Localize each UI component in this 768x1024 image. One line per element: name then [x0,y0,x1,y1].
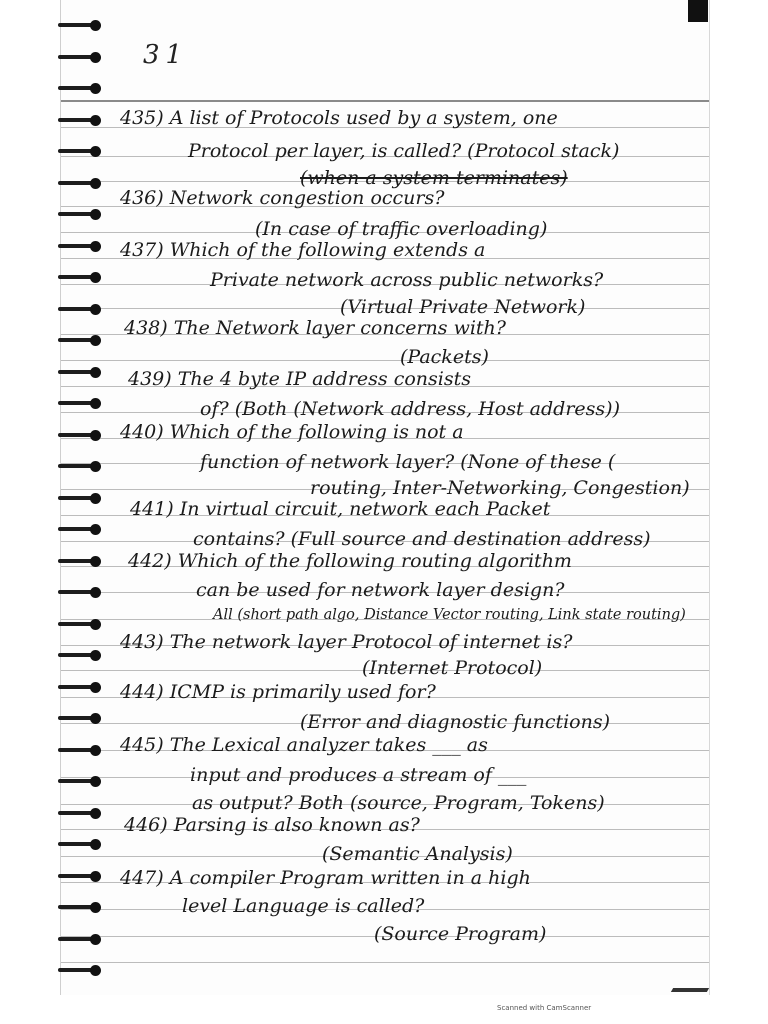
note-line: routing, Inter-Networking, Congestion) [310,477,690,499]
page-number: 31 [143,40,189,70]
spiral-ring [58,587,108,597]
spiral-ring [58,871,108,881]
note-line: 443) The network layer Protocol of internet is? [120,631,573,653]
ruled-line [61,100,709,102]
spiral-ring [58,461,108,471]
spiral-ring [58,839,108,849]
note-line: (Error and diagnostic functions) [300,711,611,733]
note-line: 438) The Network layer concerns with? [124,317,506,339]
note-line: 435) A list of Protocols used by a system, one [120,107,558,129]
note-line: (Semantic Analysis) [322,843,513,865]
spiral-ring [58,83,108,93]
note-line: (In case of traffic overloading) [255,218,548,240]
spiral-ring [58,745,108,755]
note-line: (Virtual Private Network) [340,296,586,318]
spiral-ring [58,619,108,629]
note-line: (Packets) [400,346,489,368]
note-line: of? (Both (Network address, Host address)) [200,398,620,420]
spiral-ring [58,20,108,30]
note-line: function of network layer? (None of these ( [200,451,616,473]
note-line: 441) In virtual circuit, network each Packet [130,498,551,520]
note-line: 444) ICMP is primarily used for? [120,681,436,703]
spiral-ring [58,556,108,566]
note-line: 436) Network congestion occurs? [120,187,445,209]
spiral-ring [58,713,108,723]
note-line: 445) The Lexical analyzer takes ___ as [120,734,488,756]
spiral-ring [58,650,108,660]
spiral-ring [58,178,108,188]
note-line: 442) Which of the following routing algorithm [128,550,572,572]
spiral-ring [58,493,108,503]
note-line: Private network across public networks? [210,269,604,291]
spiral-ring [58,115,108,125]
spiral-ring [58,241,108,251]
note-line: 439) The 4 byte IP address consists [128,368,471,390]
spiral-ring [58,808,108,818]
note-line: 447) A compiler Program written in a high [120,867,531,889]
note-line: 446) Parsing is also known as? [124,814,420,836]
note-line: contains? (Full source and destination address) [193,528,651,550]
note-line: (Source Program) [374,923,547,945]
corner-mark [688,0,708,22]
spiral-ring [58,776,108,786]
spiral-ring [58,902,108,912]
note-line: 440) Which of the following is not a [120,421,464,443]
note-line: 437) Which of the following extends a [120,239,486,261]
spiral-ring [58,304,108,314]
spiral-ring [58,335,108,345]
note-line: as output? Both (source, Program, Tokens) [192,792,605,814]
ruled-line [61,360,709,361]
note-line: (when a system terminates) [300,167,568,189]
note-line: can be used for network layer design? [196,579,565,601]
spiral-ring [58,146,108,156]
note-line: level Language is called? [182,895,425,917]
spiral-ring [58,367,108,377]
spiral-ring [58,682,108,692]
scanner-watermark: Scanned with CamScanner [497,1004,592,1012]
note-line: Protocol per layer, is called? (Protocol stack) [188,140,620,162]
spiral-ring [58,52,108,62]
spiral-ring [58,272,108,282]
ruled-line [61,962,709,963]
note-line: All (short path algo, Distance Vector routing, Link state routing) [213,607,686,623]
spiral-ring [58,965,108,975]
note-line: input and produces a stream of ___ [190,764,527,786]
spiral-ring [58,209,108,219]
spiral-ring [58,934,108,944]
page-edge-mark [671,988,709,992]
note-line: (Internet Protocol) [362,657,543,679]
spiral-ring [58,524,108,534]
spiral-ring [58,430,108,440]
spiral-ring [58,398,108,408]
